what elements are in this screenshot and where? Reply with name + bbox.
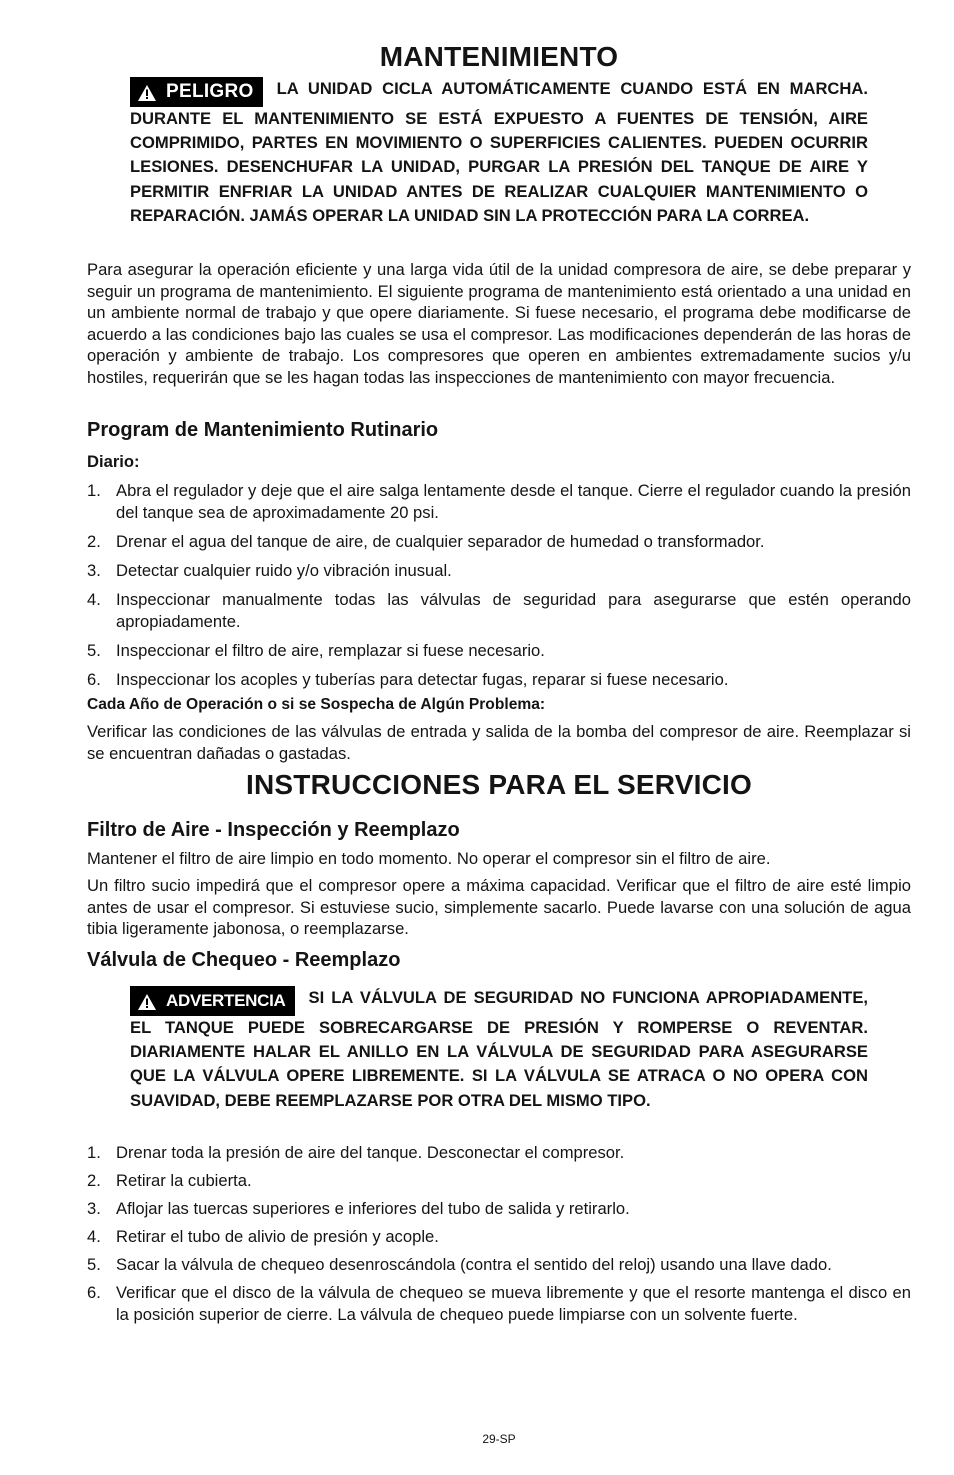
valve-steps-list [87,1142,911,1332]
yearly-heading: Cada Año de Operación o si se Sospecha de Algún Problema: [87,696,546,713]
list-item: 2. Retirar la cubierta. [87,1171,252,1190]
warning-triangle-icon [138,85,156,101]
filter-paragraph-1: Mantener el filtro de aire limpio en todo momento. No operar el compresor sin el filtro de aire. [87,849,771,868]
routine-heading: Program de Mantenimiento Rutinario [87,419,439,441]
list-item: 4. Inspeccionar manualmente todas las válvulas de seguridad para asegurarse que estén operando apropiadamente. [87,590,911,631]
daily-list [87,480,911,698]
danger-warning [130,77,868,228]
yearly-text: Verificar las condiciones de las válvulas de entrada y salida de la bomba del compresor de aire. Reemplazar si se encuentran dañadas o gastadas. [87,722,911,763]
service-title: INSTRUCCIONES PARA EL SERVICIO [246,769,752,800]
page-title: MANTENIMIENTO [379,41,619,72]
list-item: 5. Sacar la válvula de chequeo desenroscándola (contra el sentido del reloj) usando una llave dado. [87,1255,832,1274]
list-item: 6. Verificar que el disco de la válvula de chequeo se mueva libremente y que el resorte mantenga el disco en la posición superior de cierre. La válvula de chequeo puede limpiarse con un solvente fuerte. [87,1283,911,1324]
advertencia-warning [130,986,868,1113]
danger-badge [130,77,263,107]
valve-heading: Válvula de Chequeo - Reemplazo [87,949,401,971]
list-item: 4. Retirar el tubo de alivio de presión y acople. [87,1227,439,1246]
warning-text: SI LA VÁLVULA DE SEGURIDAD NO FUNCIONA APROPIADAMENTE, EL TANQUE PUEDE SOBRECARGARSE DE PRESIÓN Y ROMPERSE O REVENTAR. DIARIAMENTE HALAR EL ANILLO EN LA VÁLVULA DE SEGURIDAD PARA ASEGURARSE QUE LA VÁLVULA OPERE LIBREMENTE. SI LA VÁLVULA SE ATRACA O NO OPERA CON SUAVIDAD, DEBE REEMPLAZARSE POR OTRA DEL MISMO TIPO. [130,988,868,1110]
danger-label: PELIGRO [166,81,254,102]
filter-heading: Filtro de Aire - Inspección y Reemplazo [87,819,460,841]
filter-paragraph-2: Un filtro sucio impedirá que el compresor opere a máxima capacidad. Verificar que el filtro de aire esté limpio antes de usar el compresor. Si estuviese sucio, simplemente sacarlo. Puede lavarse con una solución de agua tibia ligeramente jabonosa, o reemplazarse. [87,876,911,939]
list-item: 3. Aflojar las tuercas superiores e inferiores del tubo de salida y retirarlo. [87,1199,630,1218]
list-item: 2. Drenar el agua del tanque de aire, de cualquier separador de humedad o transformador. [87,532,765,551]
maintenance-intro: Para asegurar la operación eficiente y una larga vida útil de la unidad compresora de aire, se debe preparar y seguir un programa de mantenimiento. El siguiente programa de mantenimiento está orientado a una unidad en un ambiente normal de trabajo y que opere diariamente. Si fuese necesario, el programa debe modificarse de acuerdo a las condiciones bajo las cuales se usa el compresor. Las modificaciones dependerán de las horas de operación y ambiente de trabajo. Los compresores que operen en ambientes extremadamente sucios y/u hostiles, requerirán que se les hagan todas las inspecciones de mantenimiento con mayor frecuencia. [87,260,911,387]
list-item: 1. Abra el regulador y deje que el aire salga lentamente desde el tanque. Cierre el regulador cuando la presión del tanque sea de aproximadamente 20 psi. [87,481,911,522]
danger-text: LA UNIDAD CICLA AUTOMÁTICAMENTE CUANDO ESTÁ EN MARCHA. DURANTE EL MANTENIMIENTO SE ESTÁ EXPUESTO A FUENTES DE TENSIÓN, AIRE COMPRIMIDO, PARTES EN MOVIMIENTO O SUPERFICIES CALIENTES. PUEDEN OCURRIR LESIONES. DESENCHUFAR LA UNIDAD, PURGAR LA PRESIÓN DEL TANQUE DE AIRE Y PERMITIR ENFRIAR LA UNIDAD ANTES DE REALIZAR CUALQUIER MANTENIMIENTO O REPARACIÓN. JAMÁS OPERAR LA UNIDAD SIN LA PROTECCIÓN PARA LA CORREA. [130,79,868,225]
warning-triangle-icon [138,994,156,1010]
list-item: 1. Drenar toda la presión de aire del tanque. Desconectar el compresor. [87,1143,625,1162]
list-item: 6. Inspeccionar los acoples y tuberías para detectar fugas, reparar si fuese necesario. [87,670,729,689]
warning-badge [130,986,295,1016]
list-item: 5. Inspeccionar el filtro de aire, remplazar si fuese necesario. [87,641,545,660]
list-item: 3. Detectar cualquier ruido y/o vibración inusual. [87,561,452,580]
page-number: 29-SP [482,1432,516,1446]
warning-label: ADVERTENCIA [166,991,286,1010]
daily-heading: Diario: [87,452,140,471]
